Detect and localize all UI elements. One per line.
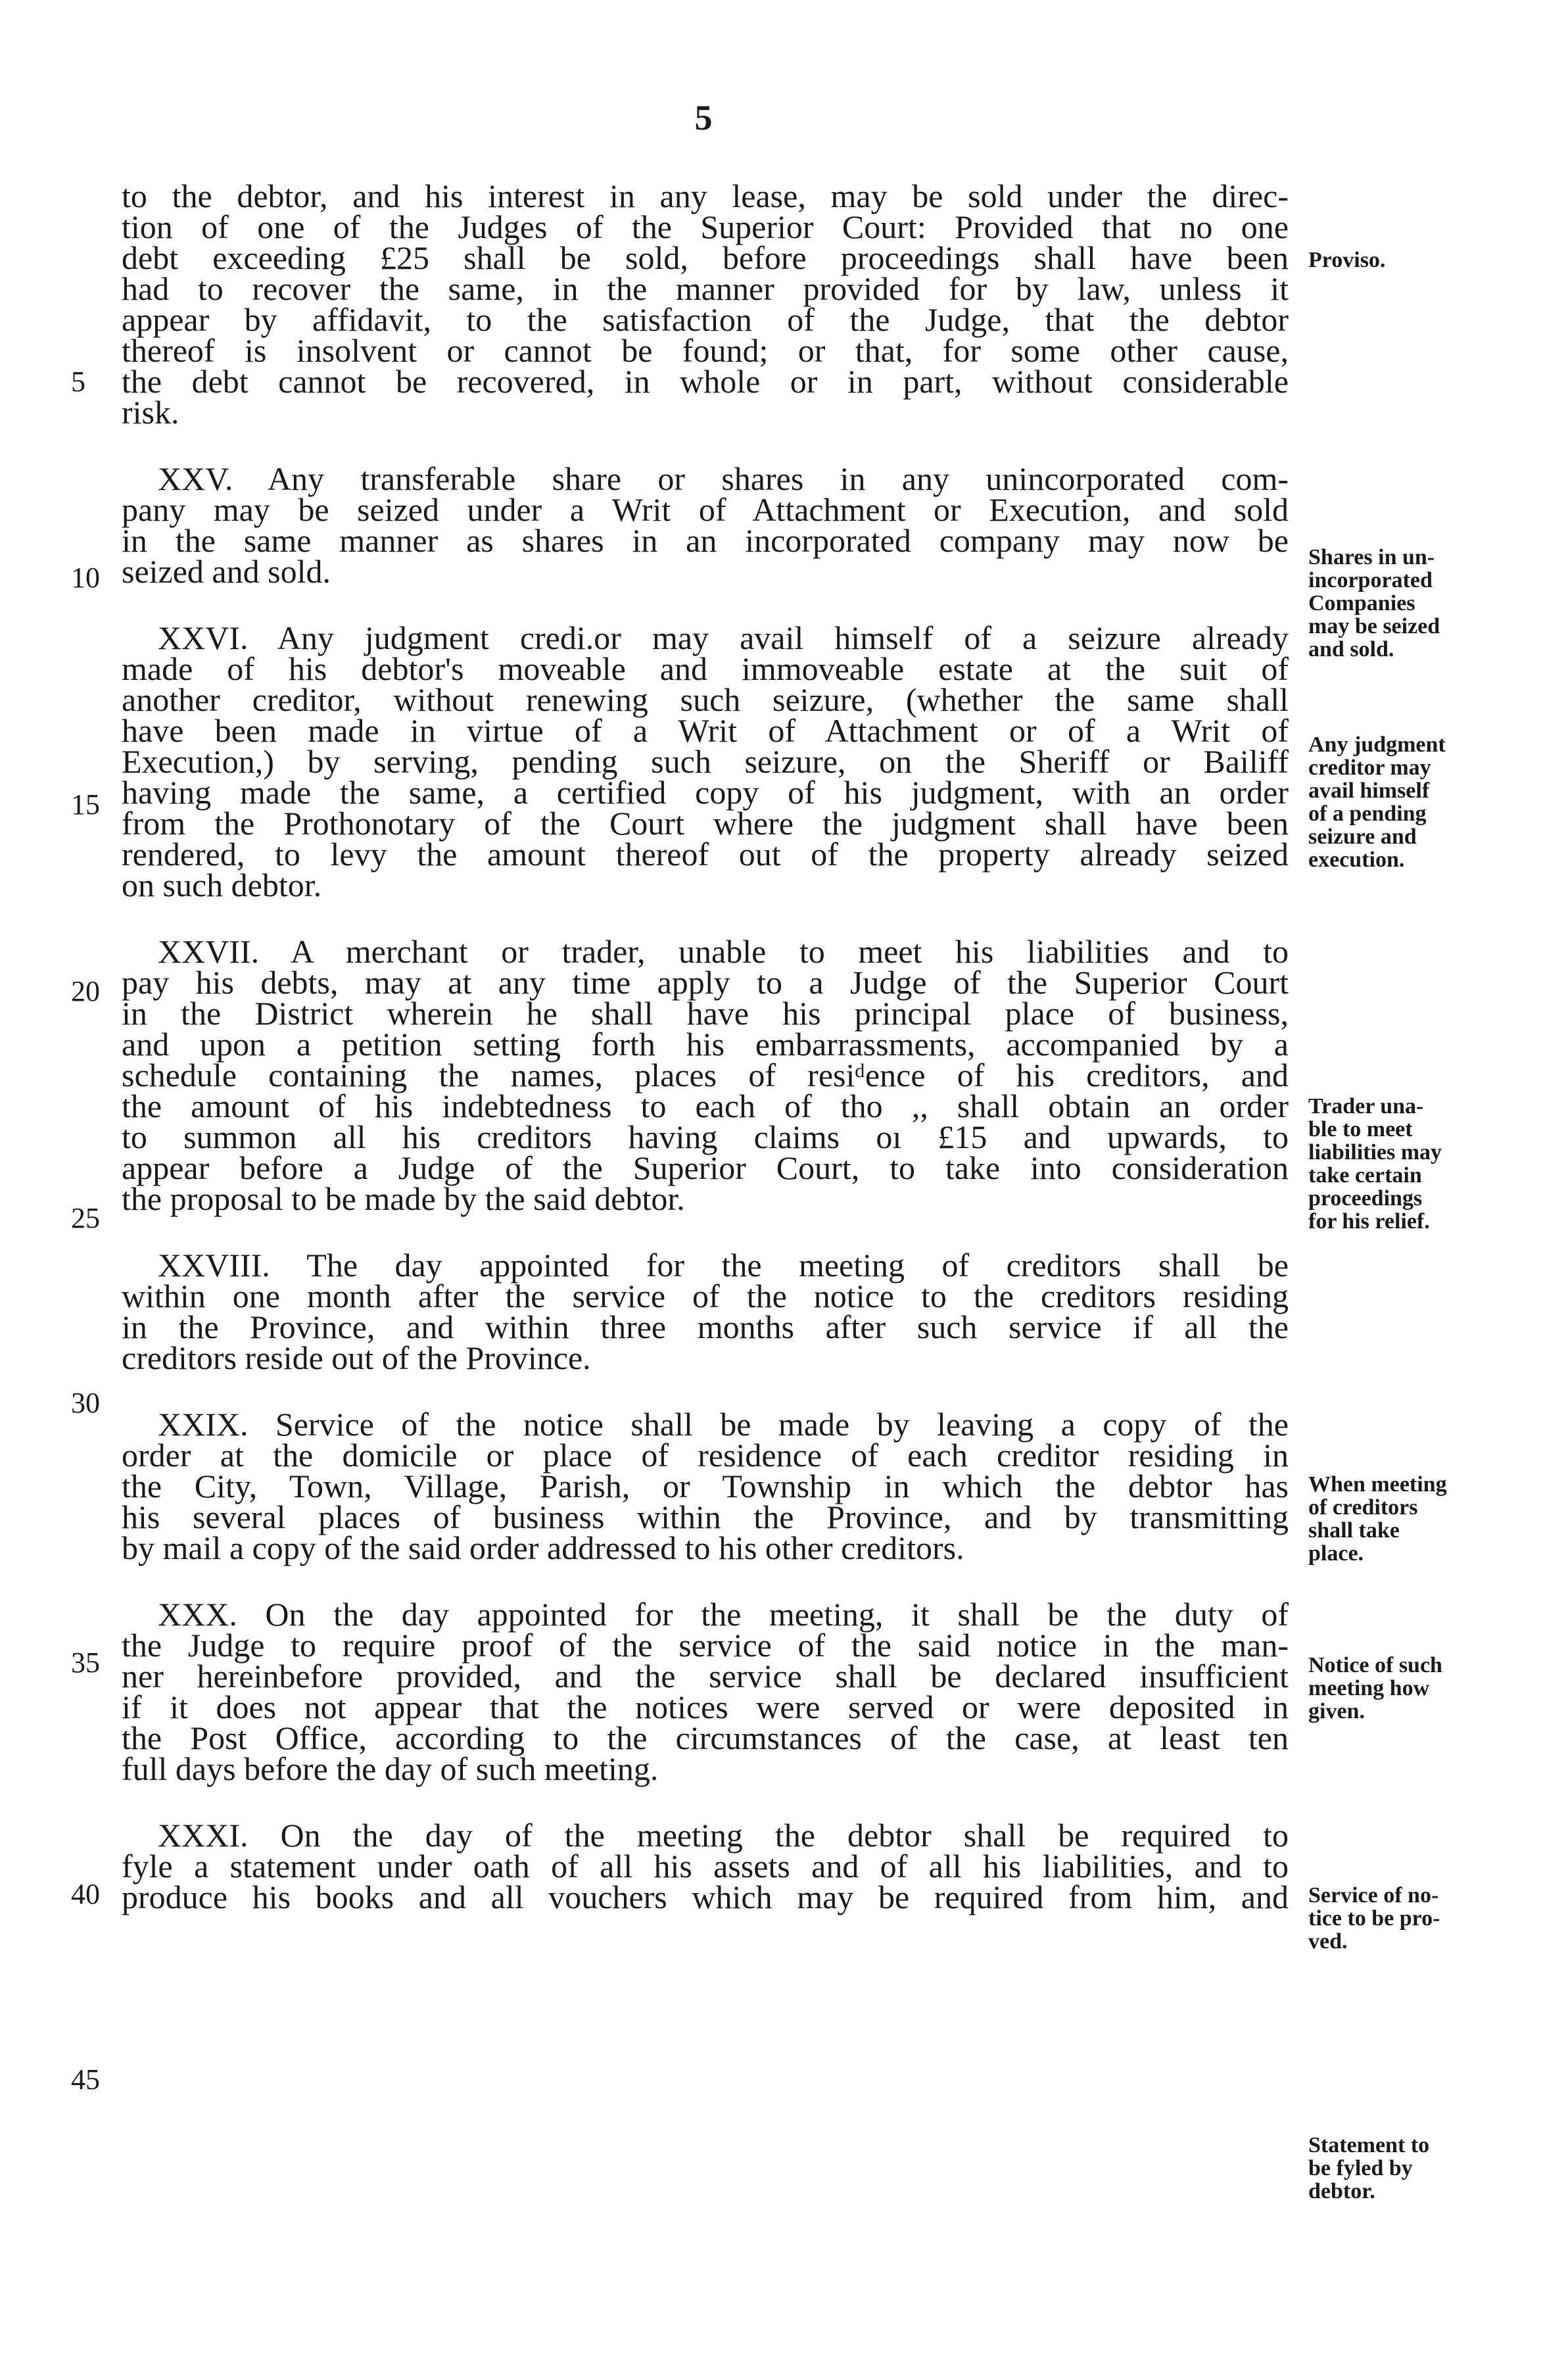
text-line: have been made in virtue of a Writ of Attachment or of a Writ of <box>122 712 1289 749</box>
section-xxv <box>122 460 1289 590</box>
section-xxix <box>122 1406 1289 1566</box>
margin-note-line: of creditors <box>1308 1495 1418 1520</box>
margin-note-line: liabilities may <box>1308 1140 1442 1165</box>
margin-note-line: When meeting <box>1308 1472 1447 1497</box>
text-line: thereof is insolvent or cannot be found; or that, for some other cause, <box>122 332 1289 369</box>
text-line: made of his debtor's moveable and immoveable estate at the suit of <box>122 650 1289 687</box>
line-number: 35 <box>71 1646 100 1679</box>
text-line: and upon a petition setting forth his embarrassments, accompanied by a <box>122 1026 1289 1063</box>
text-line: tion of one of the Judges of the Superior Court: Provided that no one <box>122 208 1289 245</box>
section-xxx <box>122 1596 1289 1787</box>
section-xxvi <box>122 619 1289 903</box>
line-number: 15 <box>71 788 100 821</box>
margin-note-line: for his relief. <box>1308 1209 1430 1234</box>
text-line: rendered, to levy the amount thereof out of the property already seized <box>122 836 1289 873</box>
margin-note-proviso <box>1308 249 1473 272</box>
text-line: risk. <box>122 394 179 431</box>
text-line: another creditor, without renewing such seizure, (whether the same shall <box>122 681 1289 718</box>
margin-note-line: take certain <box>1308 1163 1422 1188</box>
text-line: pany may be seized under a Writ of Attachment or Execution, and sold <box>122 491 1289 528</box>
margin-note-line: Notice of such <box>1308 1653 1442 1677</box>
text-line: the proposal to be made by the said debtor. <box>122 1180 685 1217</box>
margin-note-statement <box>1308 2134 1473 2203</box>
margin-note-line: and sold. <box>1308 637 1394 661</box>
text-line: by mail a copy of the said order addressed to his other creditors. <box>122 1529 964 1566</box>
margin-note-line: tice to be pro- <box>1308 1906 1440 1931</box>
margin-note-line: Trader una- <box>1308 1094 1424 1118</box>
margin-note-line: Shares in un- <box>1308 545 1435 569</box>
text-line: the Judge to require proof of the service of the said notice in the man- <box>122 1627 1289 1664</box>
text-line: seized and sold. <box>122 553 331 590</box>
text-line: the debt cannot be recovered, in whole or in part, without considerable <box>122 363 1289 400</box>
text-line: schedule containing the names, places of resiᵈence of his creditors, and <box>122 1057 1289 1093</box>
text-line: in the Province, and within three months after such service if all the <box>122 1309 1289 1345</box>
section-xxviii <box>122 1247 1289 1376</box>
margin-note-line: Statement to <box>1308 2133 1430 2157</box>
text-line: XXVII. A merchant or trader, unable to meet his liabilities and to <box>158 933 1289 970</box>
line-number: 25 <box>71 1202 100 1234</box>
margin-note-judgment <box>1308 733 1473 871</box>
margin-note-line: meeting how <box>1308 1676 1430 1700</box>
margin-note-meeting <box>1308 1473 1473 1565</box>
text-line: XXVI. Any judgment credi.or may avail himself of a seizure already <box>158 619 1289 656</box>
margin-note-trader <box>1308 1095 1473 1233</box>
margin-note-line: seizure and <box>1308 825 1417 849</box>
margin-note-line: ble to meet <box>1308 1117 1413 1141</box>
margin-note-line: given. <box>1308 1699 1365 1723</box>
text-line: pay his debts, may at any time apply to a Judge of the Superior Court <box>122 964 1289 1001</box>
text-line: had to recover the same, in the manner provided for by law, unless it <box>122 270 1289 307</box>
margin-note-line: may be seized <box>1308 614 1440 638</box>
margin-note-line: be fyled by <box>1308 2156 1413 2180</box>
text-line: XXIX. Service of the notice shall be made by leaving a copy of the <box>158 1406 1289 1443</box>
margin-note-line: of a pending <box>1308 802 1427 826</box>
paragraph-continuation <box>122 178 1289 431</box>
text-line: within one month after the service of the notice to the creditors residing <box>122 1278 1289 1314</box>
text-line: in the District wherein he shall have his principal place of business, <box>122 995 1289 1032</box>
margin-note-line: creditor may <box>1308 756 1431 780</box>
text-line: XXXI. On the day of the meeting the debtor shall be required to <box>158 1817 1289 1854</box>
text-line: Execution,) by serving, pending such seizure, on the Sheriff or Bailiff <box>122 743 1289 780</box>
line-number: 40 <box>71 1878 100 1910</box>
margin-note-line: proceedings <box>1308 1186 1423 1211</box>
margin-note-notice <box>1308 1654 1473 1723</box>
line-number: 45 <box>71 2063 100 2096</box>
text-line: ner hereinbefore provided, and the service shall be declared insufficient <box>122 1658 1289 1694</box>
margin-note-line: avail himself <box>1308 779 1430 803</box>
line-number: 30 <box>71 1387 100 1419</box>
margin-note-line: Companies <box>1308 591 1415 615</box>
text-line: in the same manner as shares in an incorporated company may now be <box>122 522 1289 559</box>
text-line: fyle a statement under oath of all his assets and of all his liabilities, and to <box>122 1848 1289 1885</box>
text-line: full days before the day of such meeting. <box>122 1750 659 1787</box>
text-line: produce his books and all vouchers which may be required from him, and <box>122 1879 1289 1915</box>
text-line: order at the domicile or place of residence of each creditor residing in <box>122 1437 1289 1474</box>
margin-note-line: Service of no- <box>1308 1883 1439 1908</box>
line-number: 5 <box>71 366 85 398</box>
page-number: 5 <box>694 98 713 137</box>
text-line: the amount of his indebtedness to each of thο ,, shall obtain an order <box>122 1088 1289 1124</box>
line-number: 20 <box>71 975 100 1007</box>
line-number: 10 <box>71 562 100 594</box>
text-line: on such debtor. <box>122 867 322 903</box>
margin-note-line: place. <box>1308 1541 1364 1566</box>
margin-note-line: Proviso. <box>1308 248 1386 272</box>
margin-note-shares <box>1308 546 1473 661</box>
text-line: XXVIII. The day appointed for the meeting of creditors shall be <box>158 1247 1289 1284</box>
text-line: debt exceeding £25 shall be sold, before proceedings shall have been <box>122 239 1289 276</box>
text-line: appear by affidavit, to the satisfaction of the Judge, that the debtor <box>122 301 1289 338</box>
text-line: having made the same, a certified copy of his judgment, with an order <box>122 774 1289 811</box>
text-line: his several places of business within the Province, and by transmitting <box>122 1499 1289 1535</box>
section-xxvii <box>122 933 1289 1217</box>
margin-note-line: ved. <box>1308 1929 1348 1954</box>
text-line: to summon all his creditors having claims oı £15 and upwards, to <box>122 1118 1289 1155</box>
text-line: if it does not appear that the notices were served or were deposited in <box>122 1689 1289 1725</box>
text-line: the City, Town, Village, Parish, or Township in which the debtor has <box>122 1468 1289 1504</box>
margin-note-line: debtor. <box>1308 2179 1375 2203</box>
margin-note-service <box>1308 1884 1473 1953</box>
text-line: the Post Office, according to the circumstances of the case, at least ten <box>122 1719 1289 1756</box>
section-xxxi <box>122 1817 1289 1915</box>
margin-note-line: incorporated <box>1308 568 1433 592</box>
margin-note-line: shall take <box>1308 1518 1400 1543</box>
margin-note-line: Any judgment <box>1308 733 1446 757</box>
text-line: from the Prothonotary of the Court where the judgment shall have been <box>122 805 1289 842</box>
text-line: appear before a Judge of the Superior Court, to take into consideration <box>122 1149 1289 1186</box>
text-line: creditors reside out of the Province. <box>122 1339 591 1376</box>
margin-note-line: execution. <box>1308 848 1405 872</box>
text-line: to the debtor, and his interest in any lease, may be sold under the direc- <box>122 178 1289 214</box>
text-line: XXV. Any transferable share or shares in any unincorporated com- <box>158 460 1289 497</box>
page-body <box>122 178 1289 1915</box>
text-line: XXX. On the day appointed for the meeting, it shall be the duty of <box>158 1596 1289 1633</box>
